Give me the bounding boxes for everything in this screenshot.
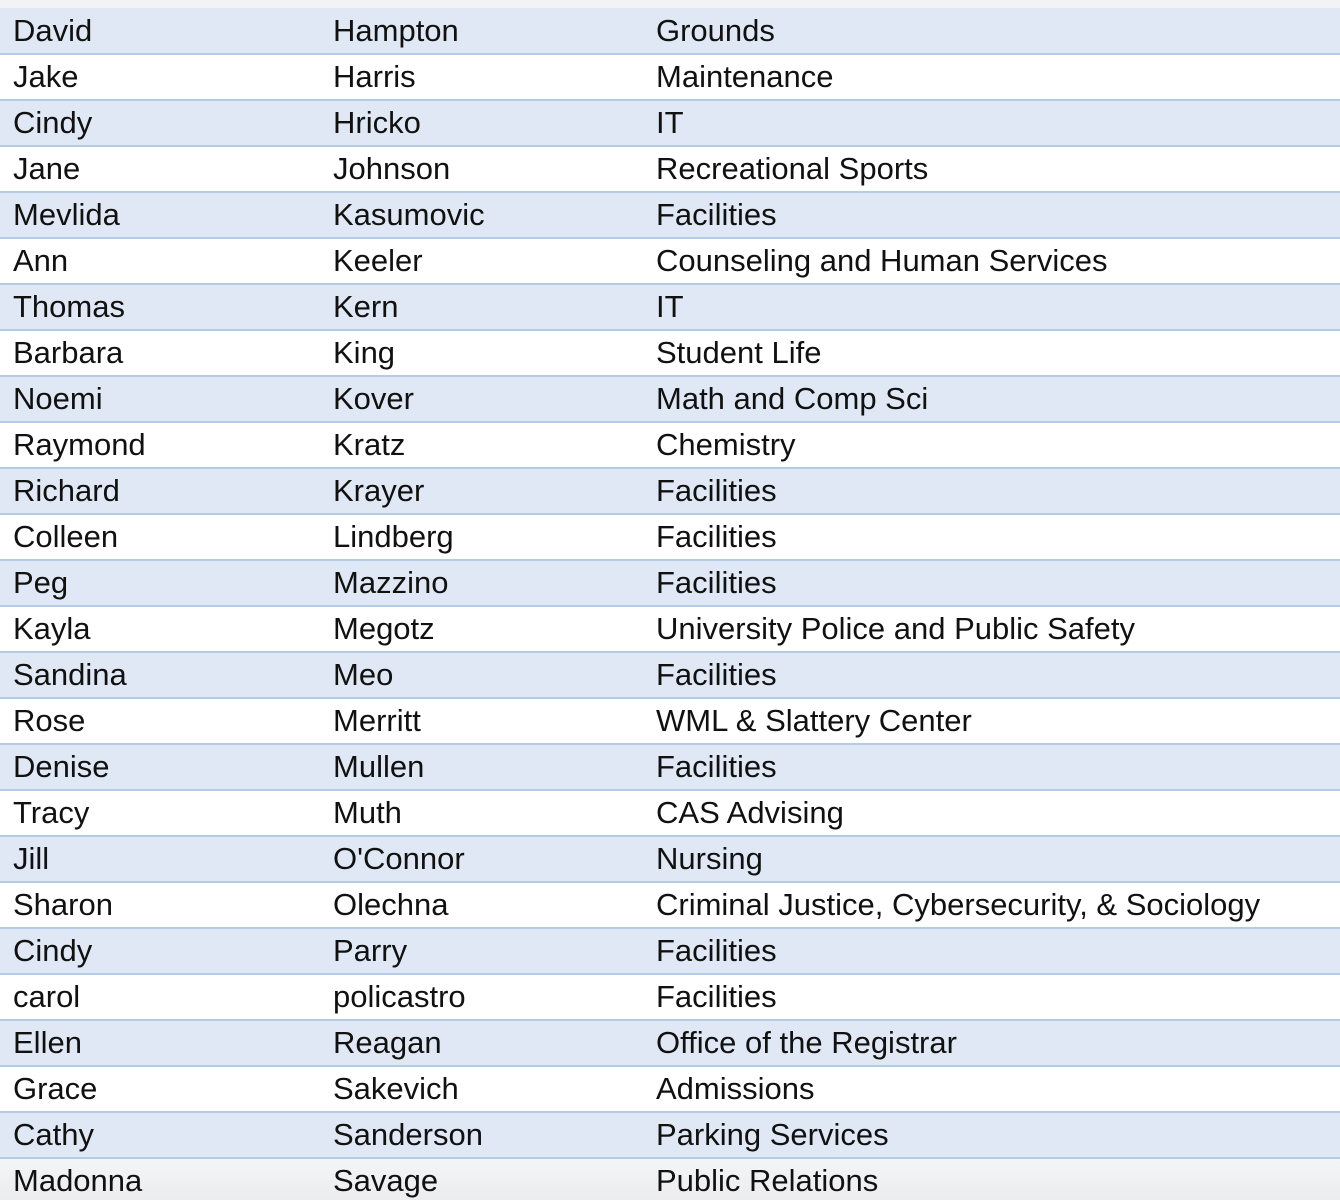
last-name-cell: Megotz (320, 606, 643, 652)
first-name-cell: David (0, 8, 320, 54)
department-cell: Chemistry (643, 422, 1340, 468)
table-row[interactable] (0, 284, 1340, 330)
table-row[interactable] (0, 974, 1340, 1020)
first-name-cell: Ann (0, 238, 320, 284)
table-row[interactable] (0, 146, 1340, 192)
department-cell: Public Relations (643, 1158, 1340, 1200)
department-cell: IT (643, 100, 1340, 146)
table-row[interactable] (0, 928, 1340, 974)
department-cell: Nursing (643, 836, 1340, 882)
first-name-cell: Raymond (0, 422, 320, 468)
first-name-cell: Madonna (0, 1158, 320, 1200)
last-name-cell: Hricko (320, 100, 643, 146)
table-row[interactable] (0, 422, 1340, 468)
first-name-cell: Jane (0, 146, 320, 192)
department-cell: Office of the Registrar (643, 1020, 1340, 1066)
table-row[interactable] (0, 698, 1340, 744)
table-row[interactable] (0, 606, 1340, 652)
last-name-cell: Reagan (320, 1020, 643, 1066)
last-name-cell: Harris (320, 54, 643, 100)
last-name-cell: Olechna (320, 882, 643, 928)
first-name-cell: Jake (0, 54, 320, 100)
table-row[interactable] (0, 100, 1340, 146)
last-name-cell: Johnson (320, 146, 643, 192)
department-cell: Facilities (643, 468, 1340, 514)
first-name-cell: Denise (0, 744, 320, 790)
table-row[interactable] (0, 744, 1340, 790)
last-name-cell: Lindberg (320, 514, 643, 560)
table-row[interactable] (0, 1020, 1340, 1066)
first-name-cell: Sandina (0, 652, 320, 698)
department-cell: Facilities (643, 744, 1340, 790)
department-cell: WML & Slattery Center (643, 698, 1340, 744)
table-row[interactable] (0, 836, 1340, 882)
department-cell: University Police and Public Safety (643, 606, 1340, 652)
first-name-cell: Rose (0, 698, 320, 744)
first-name-cell: Thomas (0, 284, 320, 330)
last-name-cell: Kern (320, 284, 643, 330)
department-cell: Counseling and Human Services (643, 238, 1340, 284)
department-cell: Facilities (643, 514, 1340, 560)
last-name-cell: Sakevich (320, 1066, 643, 1112)
table-row[interactable] (0, 514, 1340, 560)
last-name-cell: O'Connor (320, 836, 643, 882)
last-name-cell: Krayer (320, 468, 643, 514)
table-row[interactable] (0, 652, 1340, 698)
table-row[interactable] (0, 330, 1340, 376)
last-name-cell: Mazzino (320, 560, 643, 606)
last-name-cell: Keeler (320, 238, 643, 284)
table-row[interactable] (0, 1158, 1340, 1200)
table-row[interactable] (0, 790, 1340, 836)
last-name-cell: Sanderson (320, 1112, 643, 1158)
first-name-cell: Cathy (0, 1112, 320, 1158)
first-name-cell: Peg (0, 560, 320, 606)
department-cell: Math and Comp Sci (643, 376, 1340, 422)
table-row[interactable] (0, 54, 1340, 100)
department-cell: Facilities (643, 928, 1340, 974)
department-cell: Criminal Justice, Cybersecurity, & Sociology (643, 882, 1340, 928)
first-name-cell: Kayla (0, 606, 320, 652)
department-cell: Recreational Sports (643, 146, 1340, 192)
last-name-cell: Muth (320, 790, 643, 836)
department-cell: Grounds (643, 8, 1340, 54)
last-name-cell: Kasumovic (320, 192, 643, 238)
department-cell: Maintenance (643, 54, 1340, 100)
first-name-cell: Jill (0, 836, 320, 882)
last-name-cell: King (320, 330, 643, 376)
first-name-cell: Barbara (0, 330, 320, 376)
table-row[interactable] (0, 1066, 1340, 1112)
staff-table (0, 8, 1340, 1200)
table-row[interactable] (0, 1112, 1340, 1158)
last-name-cell: Meo (320, 652, 643, 698)
department-cell: Facilities (643, 974, 1340, 1020)
department-cell: Facilities (643, 652, 1340, 698)
last-name-cell: Hampton (320, 8, 643, 54)
staff-table-body (0, 8, 1340, 1200)
last-name-cell: Kratz (320, 422, 643, 468)
table-row[interactable] (0, 376, 1340, 422)
last-name-cell: Kover (320, 376, 643, 422)
first-name-cell: Colleen (0, 514, 320, 560)
first-name-cell: carol (0, 974, 320, 1020)
department-cell: IT (643, 284, 1340, 330)
department-cell: Facilities (643, 192, 1340, 238)
department-cell: Student Life (643, 330, 1340, 376)
department-cell: Parking Services (643, 1112, 1340, 1158)
table-row[interactable] (0, 238, 1340, 284)
last-name-cell: policastro (320, 974, 643, 1020)
last-name-cell: Mullen (320, 744, 643, 790)
first-name-cell: Cindy (0, 100, 320, 146)
last-name-cell: Savage (320, 1158, 643, 1200)
first-name-cell: Mevlida (0, 192, 320, 238)
first-name-cell: Ellen (0, 1020, 320, 1066)
department-cell: Facilities (643, 560, 1340, 606)
first-name-cell: Richard (0, 468, 320, 514)
table-row[interactable] (0, 468, 1340, 514)
first-name-cell: Tracy (0, 790, 320, 836)
table-row[interactable] (0, 192, 1340, 238)
department-cell: Admissions (643, 1066, 1340, 1112)
staff-table-container[interactable] (0, 8, 1340, 1200)
table-row[interactable] (0, 8, 1340, 54)
first-name-cell: Grace (0, 1066, 320, 1112)
first-name-cell: Cindy (0, 928, 320, 974)
last-name-cell: Merritt (320, 698, 643, 744)
table-row[interactable] (0, 560, 1340, 606)
first-name-cell: Sharon (0, 882, 320, 928)
last-name-cell: Parry (320, 928, 643, 974)
department-cell: CAS Advising (643, 790, 1340, 836)
first-name-cell: Noemi (0, 376, 320, 422)
table-row[interactable] (0, 882, 1340, 928)
